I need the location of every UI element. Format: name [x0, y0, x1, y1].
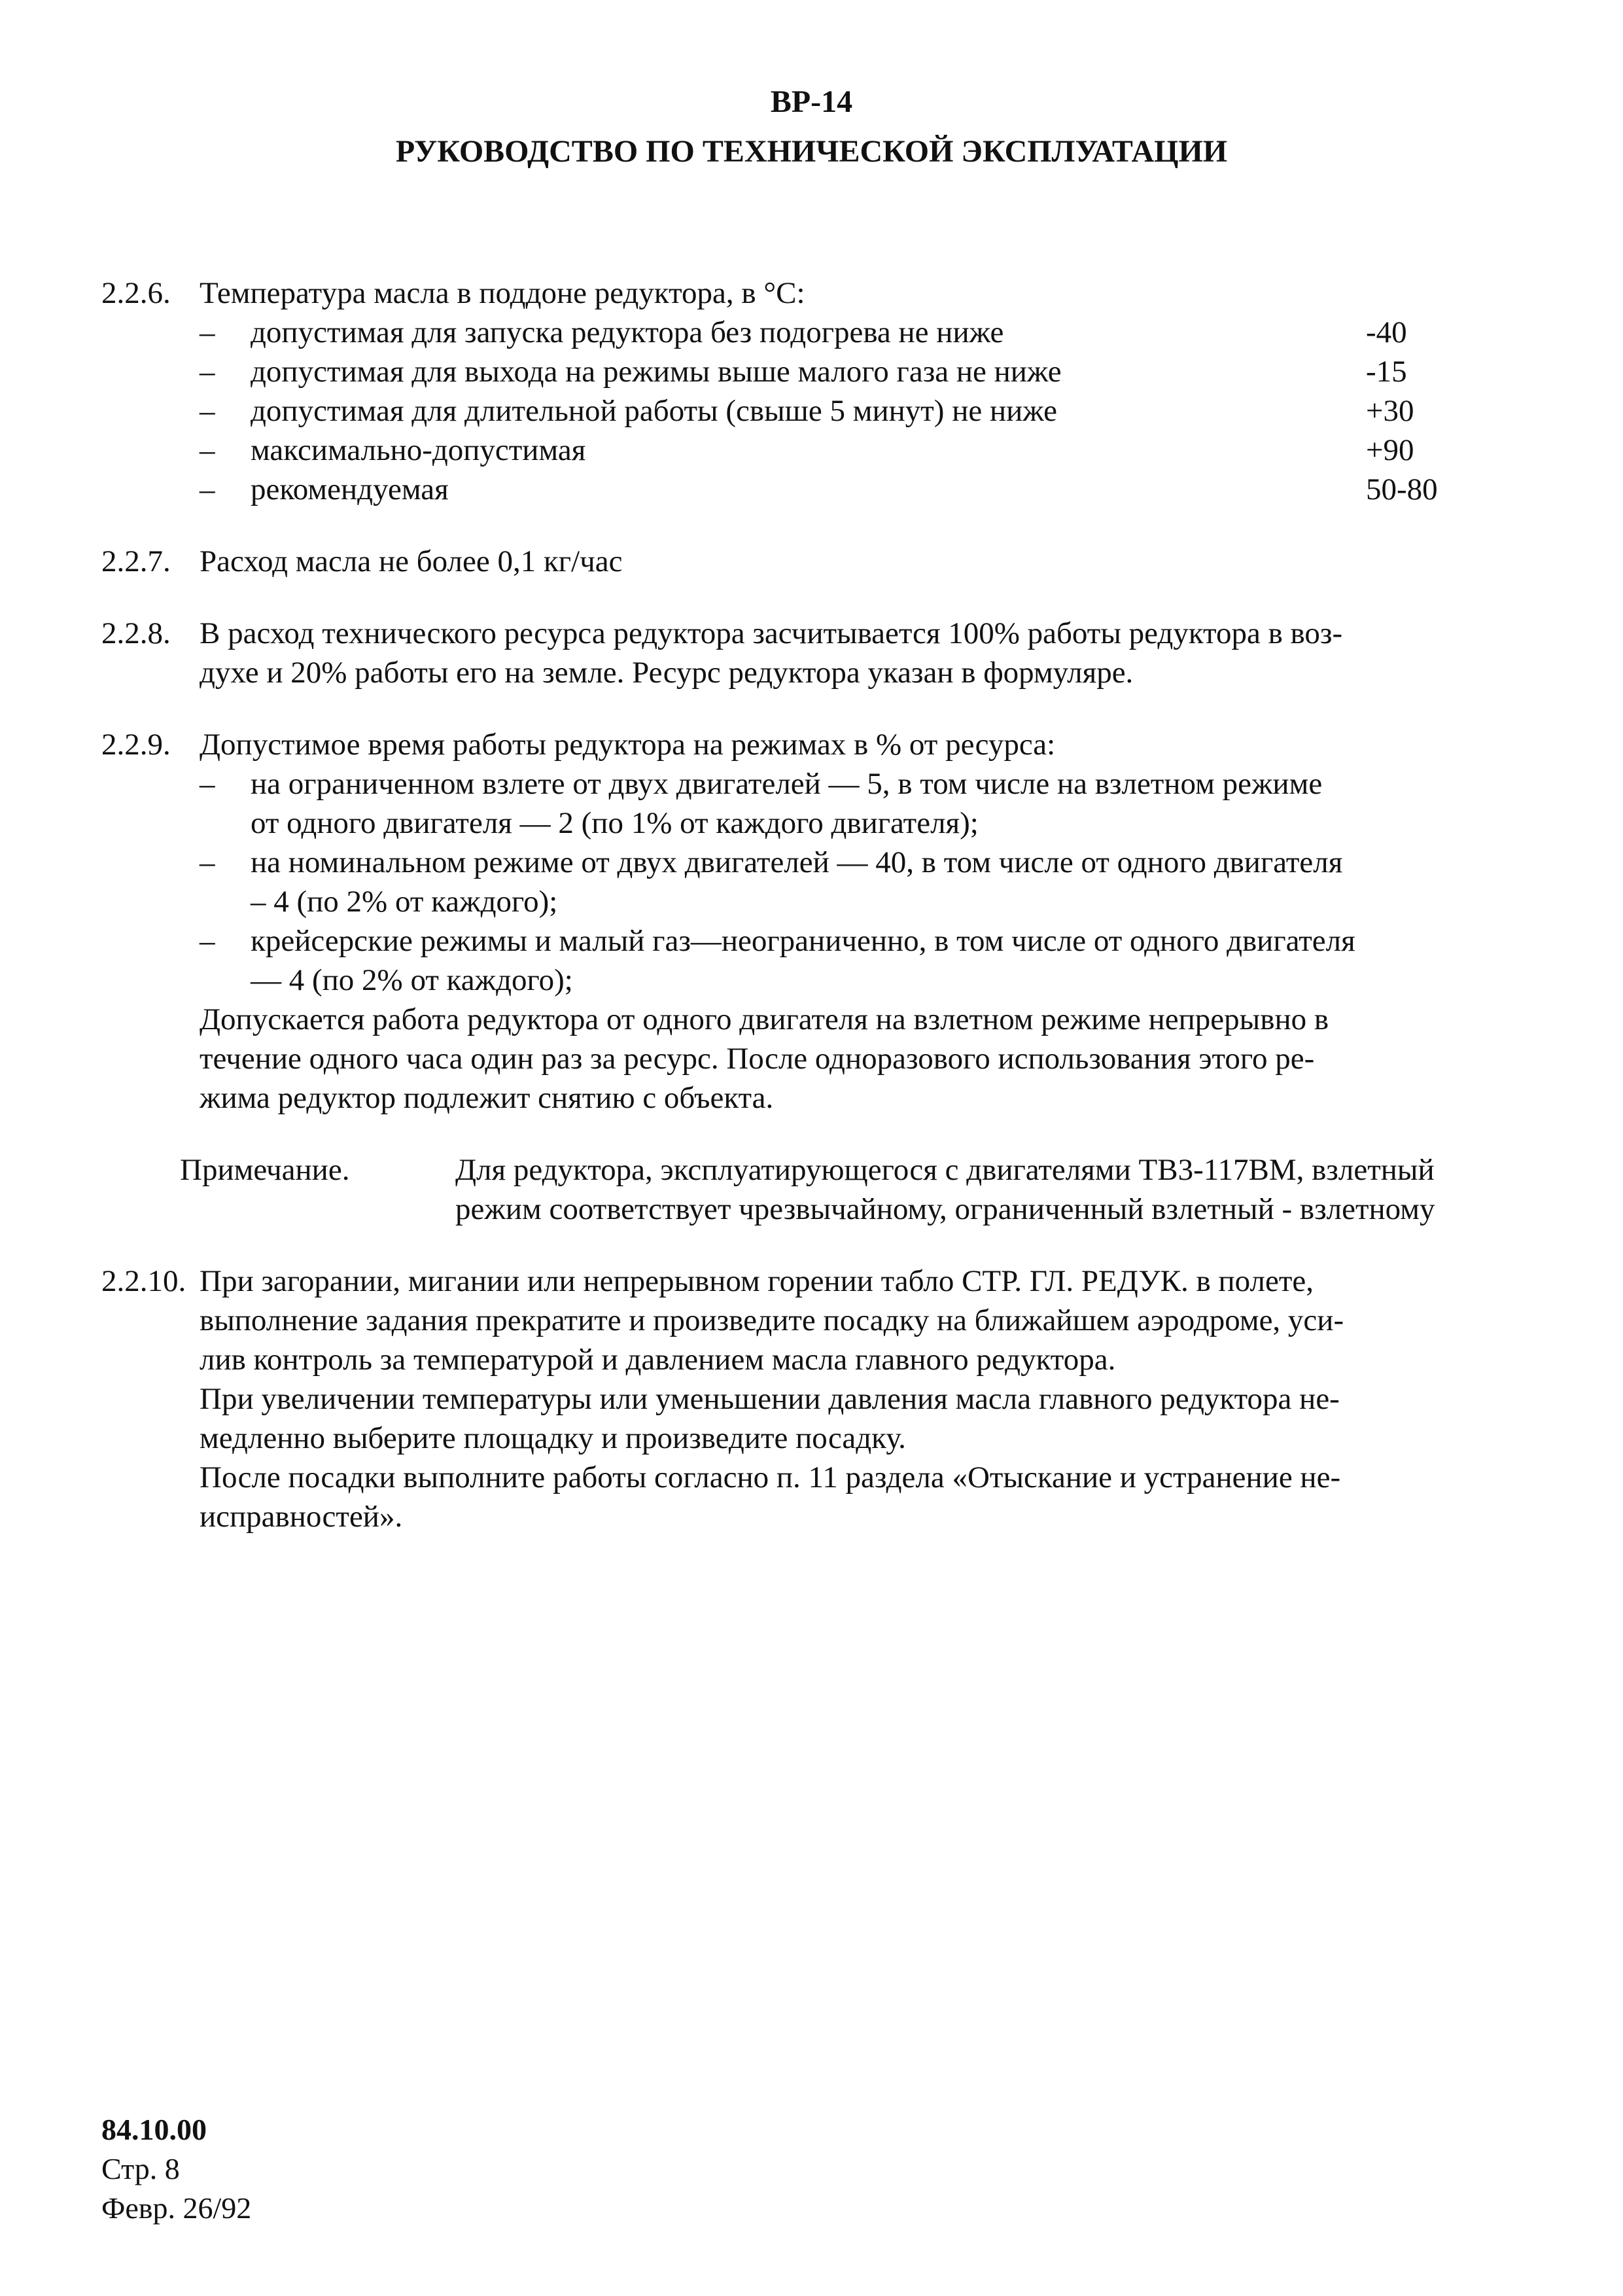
- section-number: 2.2.10.: [101, 1264, 186, 1298]
- text-line: – 4 (по 2% от каждого);: [251, 885, 558, 919]
- temperature-label: допустимая для выхода на режимы выше малого газа не ниже: [251, 355, 1062, 389]
- dash: –: [200, 355, 215, 389]
- section-number: 2.2.6.: [101, 276, 171, 310]
- temperature-value: -15: [1366, 355, 1407, 389]
- text-line: на номинальном режиме от двух двигателей — 40, в том числе от одного двигателя: [251, 845, 1343, 879]
- text-line: Допускается работа редуктора от одного двигателя на взлетном режиме непрерывно в: [200, 1002, 1329, 1036]
- text-line: лив контроль за температурой и давлением масла главного редуктора.: [200, 1343, 1116, 1377]
- section-2-2-6: [101, 274, 1488, 509]
- section-number: 2.2.7.: [101, 544, 171, 578]
- dash: –: [200, 845, 215, 879]
- section-2-2-9: [101, 725, 1488, 1118]
- temperature-row: [200, 313, 1488, 352]
- section-2-2-7: [101, 542, 1488, 581]
- page-header: [0, 77, 1623, 177]
- page-footer: [101, 2110, 251, 2228]
- dash: –: [200, 924, 215, 958]
- text-line: При загорании, мигании или непрерывном горении табло СТР. ГЛ. РЕДУК. в полете,: [200, 1264, 1314, 1298]
- section-2-2-10: [101, 1262, 1488, 1536]
- document-code: ВР-14: [770, 84, 853, 119]
- text-line: После посадки выполните работы согласно п. 11 раздела «Отыскание и устранение не-: [200, 1460, 1341, 1494]
- temperature-label: допустимая для запуска редуктора без подогрева не ниже: [251, 315, 1004, 349]
- note: [180, 1150, 1488, 1229]
- text-line: медленно выберите площадку и произведите посадку.: [200, 1421, 906, 1455]
- text-line: на ограниченном взлете от двух двигателей — 5, в том числе на взлетном режиме: [251, 767, 1323, 801]
- temperature-label: допустимая для длительной работы (свыше 5 минут) не ниже: [251, 394, 1057, 428]
- temperature-value: +30: [1366, 394, 1414, 428]
- text-line: духе и 20% работы его на земле. Ресурс редуктора указан в формуляре.: [200, 656, 1134, 690]
- dash: –: [200, 767, 215, 801]
- temperature-row: [200, 470, 1488, 509]
- footer-page-number: Стр. 8: [101, 2152, 180, 2185]
- note-label: Примечание.: [180, 1153, 350, 1187]
- dash: –: [200, 315, 215, 349]
- text-line: течение одного часа один раз за ресурс. После одноразового использования этого ре-: [200, 1042, 1315, 1076]
- list-item: [200, 764, 1488, 843]
- section-number: 2.2.9.: [101, 728, 171, 762]
- section-2-2-8: [101, 614, 1488, 692]
- dash: –: [200, 433, 215, 467]
- document-body: [101, 274, 1488, 1569]
- temperature-row: [200, 431, 1488, 470]
- text-line: режим соответствует чрезвычайному, ограниченный взлетный - взлетному: [455, 1192, 1435, 1226]
- section-title: Температура масла в поддоне редуктора, в °С:: [200, 276, 805, 310]
- dash: –: [200, 472, 215, 506]
- section-text: Расход масла не более 0,1 кг/час: [200, 544, 623, 578]
- list-item: [200, 921, 1488, 1000]
- temperature-value: +90: [1366, 433, 1414, 467]
- temperature-row: [200, 352, 1488, 391]
- text-line: В расход технического ресурса редуктора засчитывается 100% работы редуктора в воз-: [200, 616, 1343, 650]
- text-line: крейсерские режимы и малый газ—неограниченно, в том числе от одного двигателя: [251, 924, 1355, 958]
- document-title: РУКОВОДСТВО ПО ТЕХНИЧЕСКОЙ ЭКСПЛУАТАЦИИ: [395, 134, 1228, 169]
- text-line: от одного двигателя — 2 (по 1% от каждого двигателя);: [251, 806, 979, 840]
- section-title: Допустимое время работы редуктора на режимах в % от ресурса:: [200, 728, 1056, 762]
- footer-revision-date: Февр. 26/92: [101, 2191, 252, 2225]
- temperature-label: рекомендуемая: [251, 472, 449, 506]
- text-line: выполнение задания прекратите и произведите посадку на ближайшем аэродроме, уси-: [200, 1303, 1344, 1337]
- temperature-row: [200, 391, 1488, 431]
- dash: –: [200, 394, 215, 428]
- text-line: исправностей».: [200, 1500, 403, 1534]
- temperature-label: максимально-допустимая: [251, 433, 586, 467]
- text-line: жима редуктор подлежит снятию с объекта.: [200, 1081, 774, 1115]
- text-line: — 4 (по 2% от каждого);: [251, 963, 573, 997]
- list-item: [200, 843, 1488, 921]
- footer-document-code: 84.10.00: [101, 2113, 207, 2146]
- text-line: Для редуктора, эксплуатирующегося с двигателями ТВ3-117ВМ, взлетный: [455, 1153, 1435, 1187]
- temperature-value: 50-80: [1366, 472, 1438, 506]
- temperature-value: -40: [1366, 315, 1407, 349]
- section-number: 2.2.8.: [101, 616, 171, 650]
- text-line: При увеличении температуры или уменьшении давления масла главного редуктора не-: [200, 1382, 1340, 1416]
